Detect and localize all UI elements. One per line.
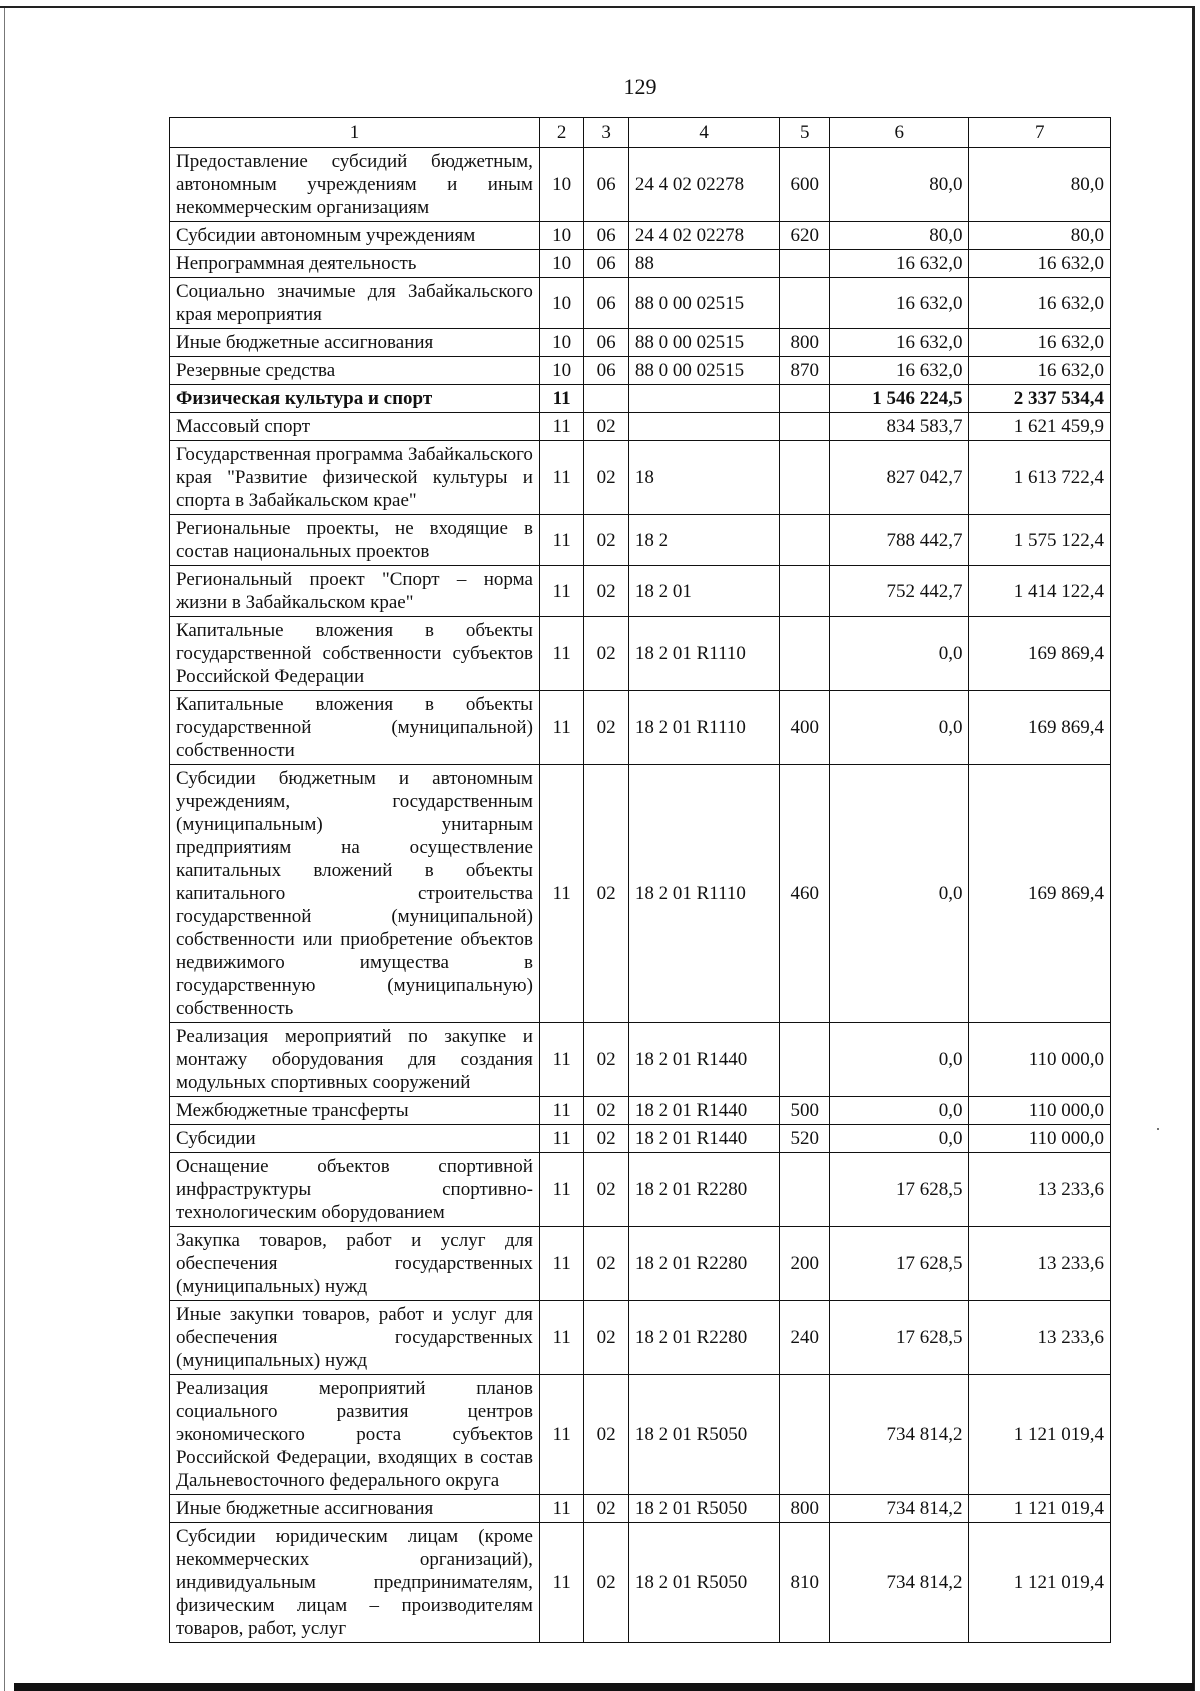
item-name-cell: Субсидии: [170, 1125, 540, 1153]
subsection-code-cell: 02: [584, 1227, 628, 1301]
expense-type-cell: [780, 1023, 830, 1097]
amount-col6-cell: 1 546 224,5: [829, 385, 968, 413]
amount-col7-cell: 110 000,0: [969, 1023, 1111, 1097]
section-code-cell: 11: [539, 413, 583, 441]
target-article-cell: 18 2 01 R1440: [628, 1023, 780, 1097]
column-header: 5: [780, 118, 830, 148]
table-row: [170, 1097, 1111, 1125]
item-name-cell: Предоставление субсидий бюджетным, автономным учреждениям и иным некоммерческим организациям: [170, 148, 540, 222]
amount-col7-cell: 13 233,6: [969, 1227, 1111, 1301]
item-name-cell: Оснащение объектов спортивной инфраструктуры спортивно-технологическим оборудованием: [170, 1153, 540, 1227]
expense-type-cell: [780, 385, 830, 413]
amount-col7-cell: 110 000,0: [969, 1097, 1111, 1125]
section-code-cell: 11: [539, 1023, 583, 1097]
table-row: [170, 250, 1111, 278]
table-row: [170, 566, 1111, 617]
amount-col6-cell: 17 628,5: [829, 1153, 968, 1227]
item-name-cell: Субсидии юридическим лицам (кроме некоммерческих организаций), индивидуальным предпринимателям, физическим лицам – производителям товаров, работ, услуг: [170, 1523, 540, 1643]
target-article-cell: 24 4 02 02278: [628, 222, 780, 250]
target-article-cell: 18 2 01 R1110: [628, 691, 780, 765]
amount-col7-cell: 169 869,4: [969, 691, 1111, 765]
section-code-cell: 11: [539, 691, 583, 765]
expense-type-cell: 200: [780, 1227, 830, 1301]
amount-col6-cell: 17 628,5: [829, 1301, 968, 1375]
amount-col6-cell: 16 632,0: [829, 250, 968, 278]
amount-col6-cell: 0,0: [829, 1125, 968, 1153]
table-row: [170, 617, 1111, 691]
item-name-cell: Реализация мероприятий по закупке и монтажу оборудования для создания модульных спортивных сооружений: [170, 1023, 540, 1097]
item-name-cell: Закупка товаров, работ и услуг для обеспечения государственных (муниципальных) нужд: [170, 1227, 540, 1301]
section-code-cell: 10: [539, 357, 583, 385]
amount-col7-cell: 1 414 122,4: [969, 566, 1111, 617]
section-code-cell: 11: [539, 1301, 583, 1375]
table-row: [170, 148, 1111, 222]
amount-col7-cell: 13 233,6: [969, 1153, 1111, 1227]
subsection-code-cell: 02: [584, 1375, 628, 1495]
column-header: 1: [170, 118, 540, 148]
amount-col7-cell: 169 869,4: [969, 765, 1111, 1023]
section-code-cell: 11: [539, 1523, 583, 1643]
expense-type-cell: [780, 515, 830, 566]
subsection-code-cell: 02: [584, 1125, 628, 1153]
target-article-cell: 88 0 00 02515: [628, 357, 780, 385]
item-name-cell: Резервные средства: [170, 357, 540, 385]
section-code-cell: 11: [539, 1227, 583, 1301]
amount-col6-cell: 734 814,2: [829, 1375, 968, 1495]
scan-frame-right: [1192, 6, 1195, 1691]
target-article-cell: 18 2 01 R1440: [628, 1097, 780, 1125]
item-name-cell: Иные бюджетные ассигнования: [170, 1495, 540, 1523]
target-article-cell: 24 4 02 02278: [628, 148, 780, 222]
expense-type-cell: 460: [780, 765, 830, 1023]
amount-col7-cell: 1 621 459,9: [969, 413, 1111, 441]
table-row: [170, 1301, 1111, 1375]
amount-col6-cell: 827 042,7: [829, 441, 968, 515]
table-row: [170, 691, 1111, 765]
page-number: 129: [623, 74, 657, 99]
subsection-code-cell: 02: [584, 1301, 628, 1375]
subsection-code-cell: 02: [584, 691, 628, 765]
amount-col7-cell: 1 575 122,4: [969, 515, 1111, 566]
expense-type-cell: 870: [780, 357, 830, 385]
column-header: 2: [539, 118, 583, 148]
amount-col6-cell: 0,0: [829, 691, 968, 765]
amount-col7-cell: 80,0: [969, 148, 1111, 222]
item-name-cell: Капитальные вложения в объекты государственной (муниципальной) собственности: [170, 691, 540, 765]
column-header: 7: [969, 118, 1111, 148]
amount-col6-cell: 80,0: [829, 148, 968, 222]
amount-col7-cell: 16 632,0: [969, 278, 1111, 329]
section-code-cell: 10: [539, 222, 583, 250]
subsection-code-cell: 02: [584, 765, 628, 1023]
table-row: [170, 1227, 1111, 1301]
section-code-cell: 11: [539, 1153, 583, 1227]
item-name-cell: Региональные проекты, не входящие в состав национальных проектов: [170, 515, 540, 566]
table-row: [170, 1375, 1111, 1495]
subsection-code-cell: 06: [584, 278, 628, 329]
scan-frame-left: [4, 8, 5, 1691]
section-code-cell: 11: [539, 566, 583, 617]
target-article-cell: 18 2 01: [628, 566, 780, 617]
target-article-cell: 18 2 01 R2280: [628, 1227, 780, 1301]
amount-col7-cell: 1 613 722,4: [969, 441, 1111, 515]
amount-col7-cell: 80,0: [969, 222, 1111, 250]
section-code-cell: 10: [539, 148, 583, 222]
amount-col6-cell: 80,0: [829, 222, 968, 250]
scan-frame-bottom: [14, 1683, 1194, 1691]
subsection-code-cell: 06: [584, 148, 628, 222]
section-code-cell: 11: [539, 1097, 583, 1125]
amount-col7-cell: 2 337 534,4: [969, 385, 1111, 413]
subsection-code-cell: 06: [584, 329, 628, 357]
expense-type-cell: [780, 278, 830, 329]
target-article-cell: 18: [628, 441, 780, 515]
expense-type-cell: 500: [780, 1097, 830, 1125]
item-name-cell: Межбюджетные трансферты: [170, 1097, 540, 1125]
table-row: [170, 1153, 1111, 1227]
expense-type-cell: [780, 1153, 830, 1227]
header-row: [170, 118, 1111, 148]
amount-col7-cell: 1 121 019,4: [969, 1375, 1111, 1495]
expense-type-cell: [780, 1375, 830, 1495]
subsection-code-cell: [584, 385, 628, 413]
section-code-cell: 11: [539, 1125, 583, 1153]
expense-type-cell: [780, 617, 830, 691]
subsection-code-cell: 02: [584, 617, 628, 691]
table-body: [170, 148, 1111, 1643]
subsection-code-cell: 02: [584, 566, 628, 617]
amount-col6-cell: 16 632,0: [829, 278, 968, 329]
section-code-cell: 11: [539, 1495, 583, 1523]
amount-col7-cell: 169 869,4: [969, 617, 1111, 691]
expense-type-cell: 620: [780, 222, 830, 250]
item-name-cell: Региональный проект "Спорт – норма жизни в Забайкальском крае": [170, 566, 540, 617]
amount-col7-cell: 16 632,0: [969, 329, 1111, 357]
section-code-cell: 10: [539, 250, 583, 278]
amount-col7-cell: 13 233,6: [969, 1301, 1111, 1375]
amount-col6-cell: 0,0: [829, 765, 968, 1023]
target-article-cell: 18 2 01 R1110: [628, 617, 780, 691]
subsection-code-cell: 02: [584, 441, 628, 515]
table-row: [170, 1495, 1111, 1523]
subsection-code-cell: 02: [584, 1023, 628, 1097]
expense-type-cell: [780, 441, 830, 515]
amount-col6-cell: 752 442,7: [829, 566, 968, 617]
budget-table: [169, 117, 1111, 1643]
expense-type-cell: [780, 566, 830, 617]
amount-col6-cell: 734 814,2: [829, 1495, 968, 1523]
amount-col7-cell: 16 632,0: [969, 250, 1111, 278]
scan-speck: [1157, 1128, 1159, 1130]
expense-type-cell: 520: [780, 1125, 830, 1153]
target-article-cell: [628, 413, 780, 441]
table-row: [170, 385, 1111, 413]
item-name-cell: Иные закупки товаров, работ и услуг для обеспечения государственных (муниципальных) нужд: [170, 1301, 540, 1375]
table-row: [170, 329, 1111, 357]
amount-col7-cell: 1 121 019,4: [969, 1495, 1111, 1523]
target-article-cell: 18 2: [628, 515, 780, 566]
expense-type-cell: 600: [780, 148, 830, 222]
item-name-cell: Массовый спорт: [170, 413, 540, 441]
subsection-code-cell: 06: [584, 357, 628, 385]
target-article-cell: 18 2 01 R1440: [628, 1125, 780, 1153]
table-row: [170, 278, 1111, 329]
expense-type-cell: 800: [780, 329, 830, 357]
amount-col7-cell: 16 632,0: [969, 357, 1111, 385]
column-header: 4: [628, 118, 780, 148]
section-code-cell: 11: [539, 1375, 583, 1495]
table-row: [170, 222, 1111, 250]
section-code-cell: 11: [539, 515, 583, 566]
table-row: [170, 1023, 1111, 1097]
amount-col6-cell: 16 632,0: [829, 329, 968, 357]
target-article-cell: 18 2 01 R2280: [628, 1301, 780, 1375]
amount-col7-cell: 110 000,0: [969, 1125, 1111, 1153]
target-article-cell: 18 2 01 R5050: [628, 1523, 780, 1643]
subsection-code-cell: 06: [584, 222, 628, 250]
expense-type-cell: 800: [780, 1495, 830, 1523]
item-name-cell: Иные бюджетные ассигнования: [170, 329, 540, 357]
expense-type-cell: [780, 413, 830, 441]
amount-col6-cell: 834 583,7: [829, 413, 968, 441]
target-article-cell: 88 0 00 02515: [628, 278, 780, 329]
column-header: 3: [584, 118, 628, 148]
expense-type-cell: 400: [780, 691, 830, 765]
table-row: [170, 515, 1111, 566]
amount-col6-cell: 0,0: [829, 1023, 968, 1097]
item-name-cell: Социально значимые для Забайкальского края мероприятия: [170, 278, 540, 329]
section-code-cell: 11: [539, 617, 583, 691]
column-header: 6: [829, 118, 968, 148]
amount-col6-cell: 17 628,5: [829, 1227, 968, 1301]
target-article-cell: 18 2 01 R1110: [628, 765, 780, 1023]
table-row: [170, 413, 1111, 441]
expense-type-cell: 240: [780, 1301, 830, 1375]
amount-col6-cell: 788 442,7: [829, 515, 968, 566]
subsection-code-cell: 02: [584, 413, 628, 441]
item-name-cell: Реализация мероприятий планов социального развития центров экономического роста субъектов Российской Федерации, входящих в состав Дальневосточного федерального округа: [170, 1375, 540, 1495]
subsection-code-cell: 02: [584, 1097, 628, 1125]
target-article-cell: 88: [628, 250, 780, 278]
subsection-code-cell: 02: [584, 1495, 628, 1523]
target-article-cell: [628, 385, 780, 413]
table-row: [170, 1125, 1111, 1153]
table-row: [170, 765, 1111, 1023]
scan-frame-top: [0, 6, 1193, 8]
target-article-cell: 88 0 00 02515: [628, 329, 780, 357]
subsection-code-cell: 02: [584, 515, 628, 566]
subsection-code-cell: 06: [584, 250, 628, 278]
subsection-code-cell: 02: [584, 1523, 628, 1643]
target-article-cell: 18 2 01 R2280: [628, 1153, 780, 1227]
section-code-cell: 10: [539, 278, 583, 329]
item-name-cell: Капитальные вложения в объекты государственной собственности субъектов Российской Федерации: [170, 617, 540, 691]
expense-type-cell: 810: [780, 1523, 830, 1643]
amount-col6-cell: 734 814,2: [829, 1523, 968, 1643]
table-row: [170, 441, 1111, 515]
amount-col7-cell: 1 121 019,4: [969, 1523, 1111, 1643]
item-name-cell: Непрограммная деятельность: [170, 250, 540, 278]
amount-col6-cell: 16 632,0: [829, 357, 968, 385]
table-row: [170, 357, 1111, 385]
table-row: [170, 1523, 1111, 1643]
amount-col6-cell: 0,0: [829, 1097, 968, 1125]
item-name-cell: Государственная программа Забайкальского края "Развитие физической культуры и спорта в Забайкальском крае": [170, 441, 540, 515]
section-code-cell: 11: [539, 385, 583, 413]
target-article-cell: 18 2 01 R5050: [628, 1495, 780, 1523]
section-code-cell: 11: [539, 441, 583, 515]
section-code-cell: 11: [539, 765, 583, 1023]
expense-type-cell: [780, 250, 830, 278]
subsection-code-cell: 02: [584, 1153, 628, 1227]
target-article-cell: 18 2 01 R5050: [628, 1375, 780, 1495]
item-name-cell: Субсидии бюджетным и автономным учреждениям, государственным (муниципальным) унитарным предприятиям на осуществление капитальных вложений в объекты капитального строительства государственной (муниципальной) собственности или приобретение объектов недвижимого имущества в государственную (муниципальную) собственность: [170, 765, 540, 1023]
section-code-cell: 10: [539, 329, 583, 357]
item-name-cell: Физическая культура и спорт: [170, 385, 540, 413]
amount-col6-cell: 0,0: [829, 617, 968, 691]
item-name-cell: Субсидии автономным учреждениям: [170, 222, 540, 250]
